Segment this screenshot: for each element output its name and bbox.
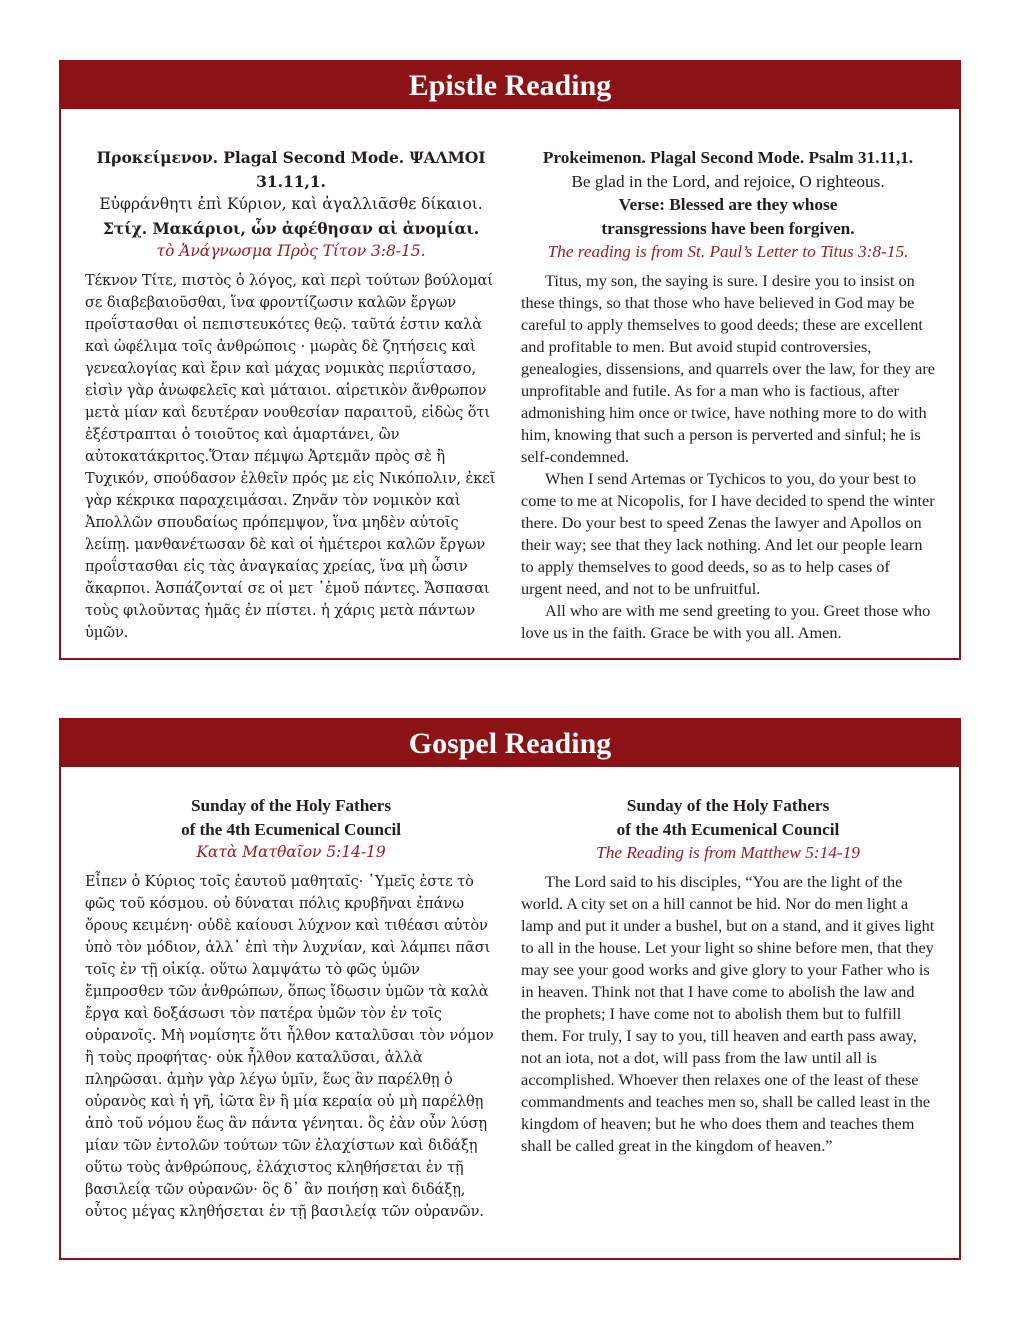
gospel-english-column <box>521 794 935 1223</box>
prokeimenon-line-greek: Εὐφράνθητι ἐπὶ Κύριον, καὶ ἀγαλλιᾶσθε δίκαιοι. <box>99 195 483 213</box>
verse-english-line2: transgressions have been forgiven. <box>601 218 855 238</box>
epistle-banner: Epistle Reading <box>60 61 960 109</box>
epistle-english-text <box>521 270 935 644</box>
epistle-english-paragraph-3: All who are with me send greeting to you. Greet those who love us in the faith. Grace be with you all. Amen. <box>521 600 931 642</box>
verse-greek: Στίχ. Μακάριοι, ὧν ἀφέθησαν αἱ ἀνομίαι. <box>102 218 480 238</box>
gospel-banner: Gospel Reading <box>60 719 960 767</box>
gospel-section <box>59 718 961 1260</box>
epistle-english-column <box>521 146 935 644</box>
gospel-columns <box>85 794 935 1223</box>
gospel-greek-heading <box>85 794 497 865</box>
prokeimenon-line-english: Be glad in the Lord, and rejoice, O righteous. <box>571 171 885 191</box>
gospel-english-text <box>521 871 935 1157</box>
epistle-greek-heading <box>85 146 497 264</box>
epistle-greek-paragraph: Τέκνον Τίτε, πιστὸς ὁ λόγος, καὶ περὶ τούτων βούλομαί σε διαβεβαιοῦσθαι, ἵνα φροντίζωσιν καλῶν ἔργων προΐστασθαι οἱ πεπιστευκότες θεῷ. ταῦτά ἐστιν καλὰ καὶ ὠφέλιμα τοῖς ἀνθρώποις · μωρὰς δὲ ζητήσεις καὶ γενεαλογίας καὶ ἔριν καὶ μάχας νομικὰς περιΐστασο, εἰσὶν γὰρ ἀνωφελεῖς καὶ μάταιοι. αἱρετικὸν ἄνθρωπον μετὰ μίαν καὶ δευτέραν νουθεσίαν παραιτοῦ, εἰδὼς ὅτι ἐξέστραπται ὁ τοιοῦτος καὶ ἁμαρτάνει, ὢν αὐτοκατάκριτος.Ὅταν πέμψω Ἀρτεμᾶν πρὸς σὲ ἢ Τυχικόν, σπούδασον ἐλθεῖν πρός με εἰς Νικόπολιν, ἐκεῖ γὰρ κέκρικα παραχειμάσαι. Ζηνᾶν τὸν νομικὸν καὶ Ἀπολλῶν σπουδαίως πρόπεμψον, ἵνα μηδὲν αὐτοῖς λείπῃ. μανθανέτωσαν δὲ καὶ οἱ ἡμέτεροι καλῶν ἔργων προΐστασθαι εἰς τὰς ἀναγκαίας χρείας, ἵνα μὴ ὦσιν ἄκαρποι. Ἀσπάζονταί σε οἱ μετ ᾽ἐμοῦ πάντες. Ἄσπασαι τοὺς φιλοῦντας ἡμᾶς ἐν πίστει. ἡ χάρις μετὰ πάντων ὑμῶν. <box>85 271 496 641</box>
gospel-greek-text <box>85 871 497 1223</box>
epistle-section <box>59 60 961 660</box>
epistle-english-heading <box>521 146 935 264</box>
epistle-greek-text <box>85 270 497 644</box>
reading-ref-english: The reading is from St. Paul’s Letter to Titus 3:8-15. <box>547 242 909 261</box>
gospel-english-reading-ref: The Reading is from Matthew 5:14-19 <box>596 843 860 862</box>
epistle-english-paragraph-2: When I send Artemas or Tychicos to you, do your best to come to me at Nicopolis, for I have decided to spend the winter there. Do your best to speed Zenas the lawyer and Apollos on their way; see that they lack nothing. And let our people learn to apply themselves to good deeds, so as to help cases of urgent need, and not to be unfruitful. <box>521 468 935 598</box>
gospel-english-title-1: Sunday of the Holy Fathers <box>626 796 830 815</box>
reading-ref-greek: τὸ Ἀνάγνωσμα Πρὸς Τίτον 3:8-15. <box>156 242 426 260</box>
gospel-english-title-2: of the 4th Ecumenical Council <box>616 819 840 839</box>
gospel-greek-column <box>85 794 497 1223</box>
epistle-columns <box>85 146 935 644</box>
prokeimenon-greek: Προκείμενον. Plagal Second Mode. ΨΑΛΜΟΙ 31.11,1. <box>96 148 486 191</box>
gospel-greek-paragraph: Εἶπεν ὁ Κύριος τοῖς ἑαυτοῦ μαθηταῖς· ῾Υμεῖς ἐστε τὸ φῶς τοῦ κόσμου. οὐ δύναται πόλις κρυβῆναι ἐπάνω ὄρους κειμένη· οὐδὲ καίουσι λύχνον καὶ τιθέασι αὐτὸν ὑπὸ τὸν μόδιον, ἀλλ᾽ ἐπὶ τὴν λυχνίαν, καὶ λάμπει πᾶσι τοῖς ἐν τῇ οἰκίᾳ. οὕτω λαμψάτω τὸ φῶς ὑμῶν ἔμπροσθεν τῶν ἀνθρώπων, ὅπως ἴδωσιν ὑμῶν τὰ καλὰ ἔργα καὶ δοξάσωσι τὸν πατέρα ὑμῶν τὸν ἐν τοῖς οὐρανοῖς. Μὴ νομίσητε ὅτι ἦλθον καταλῦσαι τὸν νόμον ἢ τοὺς προφήτας· οὐκ ἦλθον καταλῦσαι, ἀλλὰ πληρῶσαι. ἀμὴν γὰρ λέγω ὑμῖν, ἕως ἂν παρέλθῃ ὁ οὐρανὸς καὶ ἡ γῆ, ἰῶτα ἓν ἢ μία κεραία οὐ μὴ παρέλθῃ ἀπὸ τοῦ νόμου ἕως ἂν πάντα γένηται. ὃς ἐὰν οὖν λύσῃ μίαν τῶν ἐντολῶν τούτων τῶν ἐλαχίστων καὶ διδάξῃ οὕτω τοὺς ἀνθρώπους, ἐλάχιστος κληθήσεται ἐν τῇ βασιλείᾳ τῶν οὐρανῶν· ὃς δ᾽ ἂν ποιήσῃ καὶ διδάξῃ, οὗτος μέγας κληθήσεται ἐν τῇ βασιλείᾳ τῶν οὐρανῶν. <box>85 872 494 1220</box>
prokeimenon-english: Prokeimenon. Plagal Second Mode. Psalm 31.11,1. <box>542 148 914 167</box>
gospel-greek-title-1: Sunday of the Holy Fathers <box>191 796 391 815</box>
gospel-greek-reading-ref: Κατὰ Ματθαῖον 5:14-19 <box>196 843 386 861</box>
epistle-english-paragraph-1: Titus, my son, the saying is sure. I desire you to insist on these things, so that those who have believed in God may be careful to apply themselves to good deeds; these are excellent and profitable to men. But avoid stupid controversies, genealogies, dissensions, and quarrels over the law, for they are unprofitable and futile. As for a man who is factious, after admonishing him once or twice, have nothing more to do with him, knowing that such a person is perverted and sinful; he is self-condemned. <box>521 270 935 466</box>
epistle-greek-column <box>85 146 497 644</box>
gospel-english-heading <box>521 794 935 865</box>
gospel-greek-title-2: of the 4th Ecumenical Council <box>181 819 401 839</box>
verse-english-line1: Verse: Blessed are they whose <box>618 195 838 214</box>
gospel-english-paragraph: The Lord said to his disciples, “You are the light of the world. A city set on a hill cannot be hid. Nor do men light a lamp and put it under a bushel, but on a stand, and it gives light to all in the house. Let your light so shine before men, that they may see your good works and give glory to your Father who is in heaven. Think not that I have come to abolish the law and the prophets; I have come not to abolish them but to fulfill them. For truly, I say to you, till heaven and earth pass away, not an iota, not a dot, will pass from the law until all is accomplished. Whoever then relaxes one of the least of these commandments and teaches men so, shall be called least in the kingdom of heaven; but he who does them and teaches them shall be called great in the kingdom of heaven.” <box>521 871 935 1155</box>
